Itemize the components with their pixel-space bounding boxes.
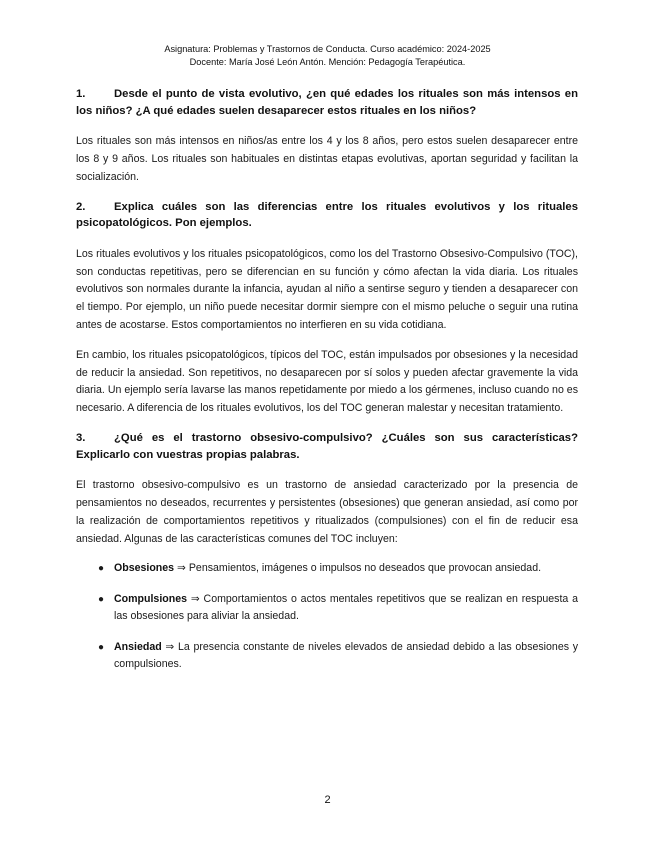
bullet-term: Compulsiones xyxy=(114,592,187,605)
bullet-text: Comportamientos o actos mentales repetitivos que se realizan en respuesta a las obsesiones para aliviar la ansiedad. xyxy=(114,592,578,623)
bullet-term: Ansiedad xyxy=(114,640,162,653)
bullet-icon: ● xyxy=(98,593,105,605)
question-text: Desde el punto de vista evolutivo, ¿en qué edades los rituales son más intensos en los niños? ¿A qué edades suelen desaparecer estos rituales en los niños? xyxy=(76,88,578,117)
question-number: 2. xyxy=(76,200,86,213)
answer-2-paragraph-1: Los rituales evolutivos y los rituales psicopatológicos, como los del Trastorno Obsesivo-Compulsivo (TOC), son conductas repetitivas, pero se diferencian en su función y cómo afectan la vida diaria. Los rituales evolutivos son normales durante la infancia, ayudan al niño a sentirse seguro y tienden a desaparecer con el tiempo. Por ejemplo, un niño puede necesitar dormir siempre con el mismo peluche o seguir una rutina antes de acostarse. Estos comportamientos no interfieren en su vida cotidiana. xyxy=(76,247,578,331)
answer-3-paragraph: El trastorno obsesivo-compulsivo es un trastorno de ansiedad caracterizado por la presencia de pensamientos no deseados, recurrentes y persistentes (obsesiones) que generan ansiedad, así como por la realización de comportamientos repetitivos y ritualizados (compulsiones) con el fin de reducir esa ansiedad. Algunas de las características comunes del TOC incluyen: xyxy=(76,479,578,545)
arrow-icon: ⇒ xyxy=(165,640,175,653)
question-3 xyxy=(76,430,578,463)
question-number: 3. xyxy=(76,431,86,444)
question-number: 1. xyxy=(76,88,86,100)
bullet-icon: ● xyxy=(98,563,105,575)
answer-2-paragraph-2: En cambio, los rituales psicopatológicos, típicos del TOC, están impulsados por obsesiones y la necesidad de reducir la ansiedad. Son repetitivos, no desaparecen por sí solos y pueden afectar gravemente la vida diaria. Un ejemplo sería lavarse las manos repetidamente por miedo a los gérmenes, incluso cuando no es necesario. A diferencia de los rituales evolutivos, los del TOC generan malestar y necesitan tratamiento. xyxy=(76,348,578,415)
question-2 xyxy=(76,199,578,232)
bullet-term: Obsesiones xyxy=(114,562,175,575)
list-item xyxy=(76,639,578,674)
question-text: ¿Qué es el trastorno obsesivo-compulsivo? ¿Cuáles son sus características? Explicarlo con vuestras propias palabras. xyxy=(76,431,578,461)
header-course-line: Asignatura: Problemas y Trastornos de Conducta. Curso académico: 2024-2025 xyxy=(164,44,491,54)
arrow-icon: ⇒ xyxy=(190,592,200,605)
characteristics-list xyxy=(76,560,578,673)
document-body xyxy=(76,86,578,686)
bullet-text: La presencia constante de niveles elevados de ansiedad debido a las obsesiones y compulsiones. xyxy=(114,640,578,670)
list-item xyxy=(76,560,578,577)
header-teacher-line: Docente: María José León Antón. Mención: Pedagogía Terapéutica. xyxy=(189,57,466,67)
question-1 xyxy=(76,86,578,119)
question-text: Explica cuáles son las diferencias entre los rituales evolutivos y los rituales psicopatológicos. Pon ejemplos. xyxy=(76,200,578,230)
document-header xyxy=(0,43,655,69)
bullet-icon: ● xyxy=(98,641,105,653)
page-number: 2 xyxy=(324,794,331,806)
list-item xyxy=(76,591,578,626)
bullet-text: Pensamientos, imágenes o impulsos no deseados que provocan ansiedad. xyxy=(188,562,542,575)
arrow-icon: ⇒ xyxy=(177,562,186,575)
answer-1-paragraph: Los rituales son más intensos en niños/as entre los 4 y los 8 años, pero estos suelen desaparecer entre los 8 y 9 años. Los rituales son habituales en distintas etapas evolutivas, aportan seguridad y facilitan la socialización. xyxy=(76,135,578,183)
